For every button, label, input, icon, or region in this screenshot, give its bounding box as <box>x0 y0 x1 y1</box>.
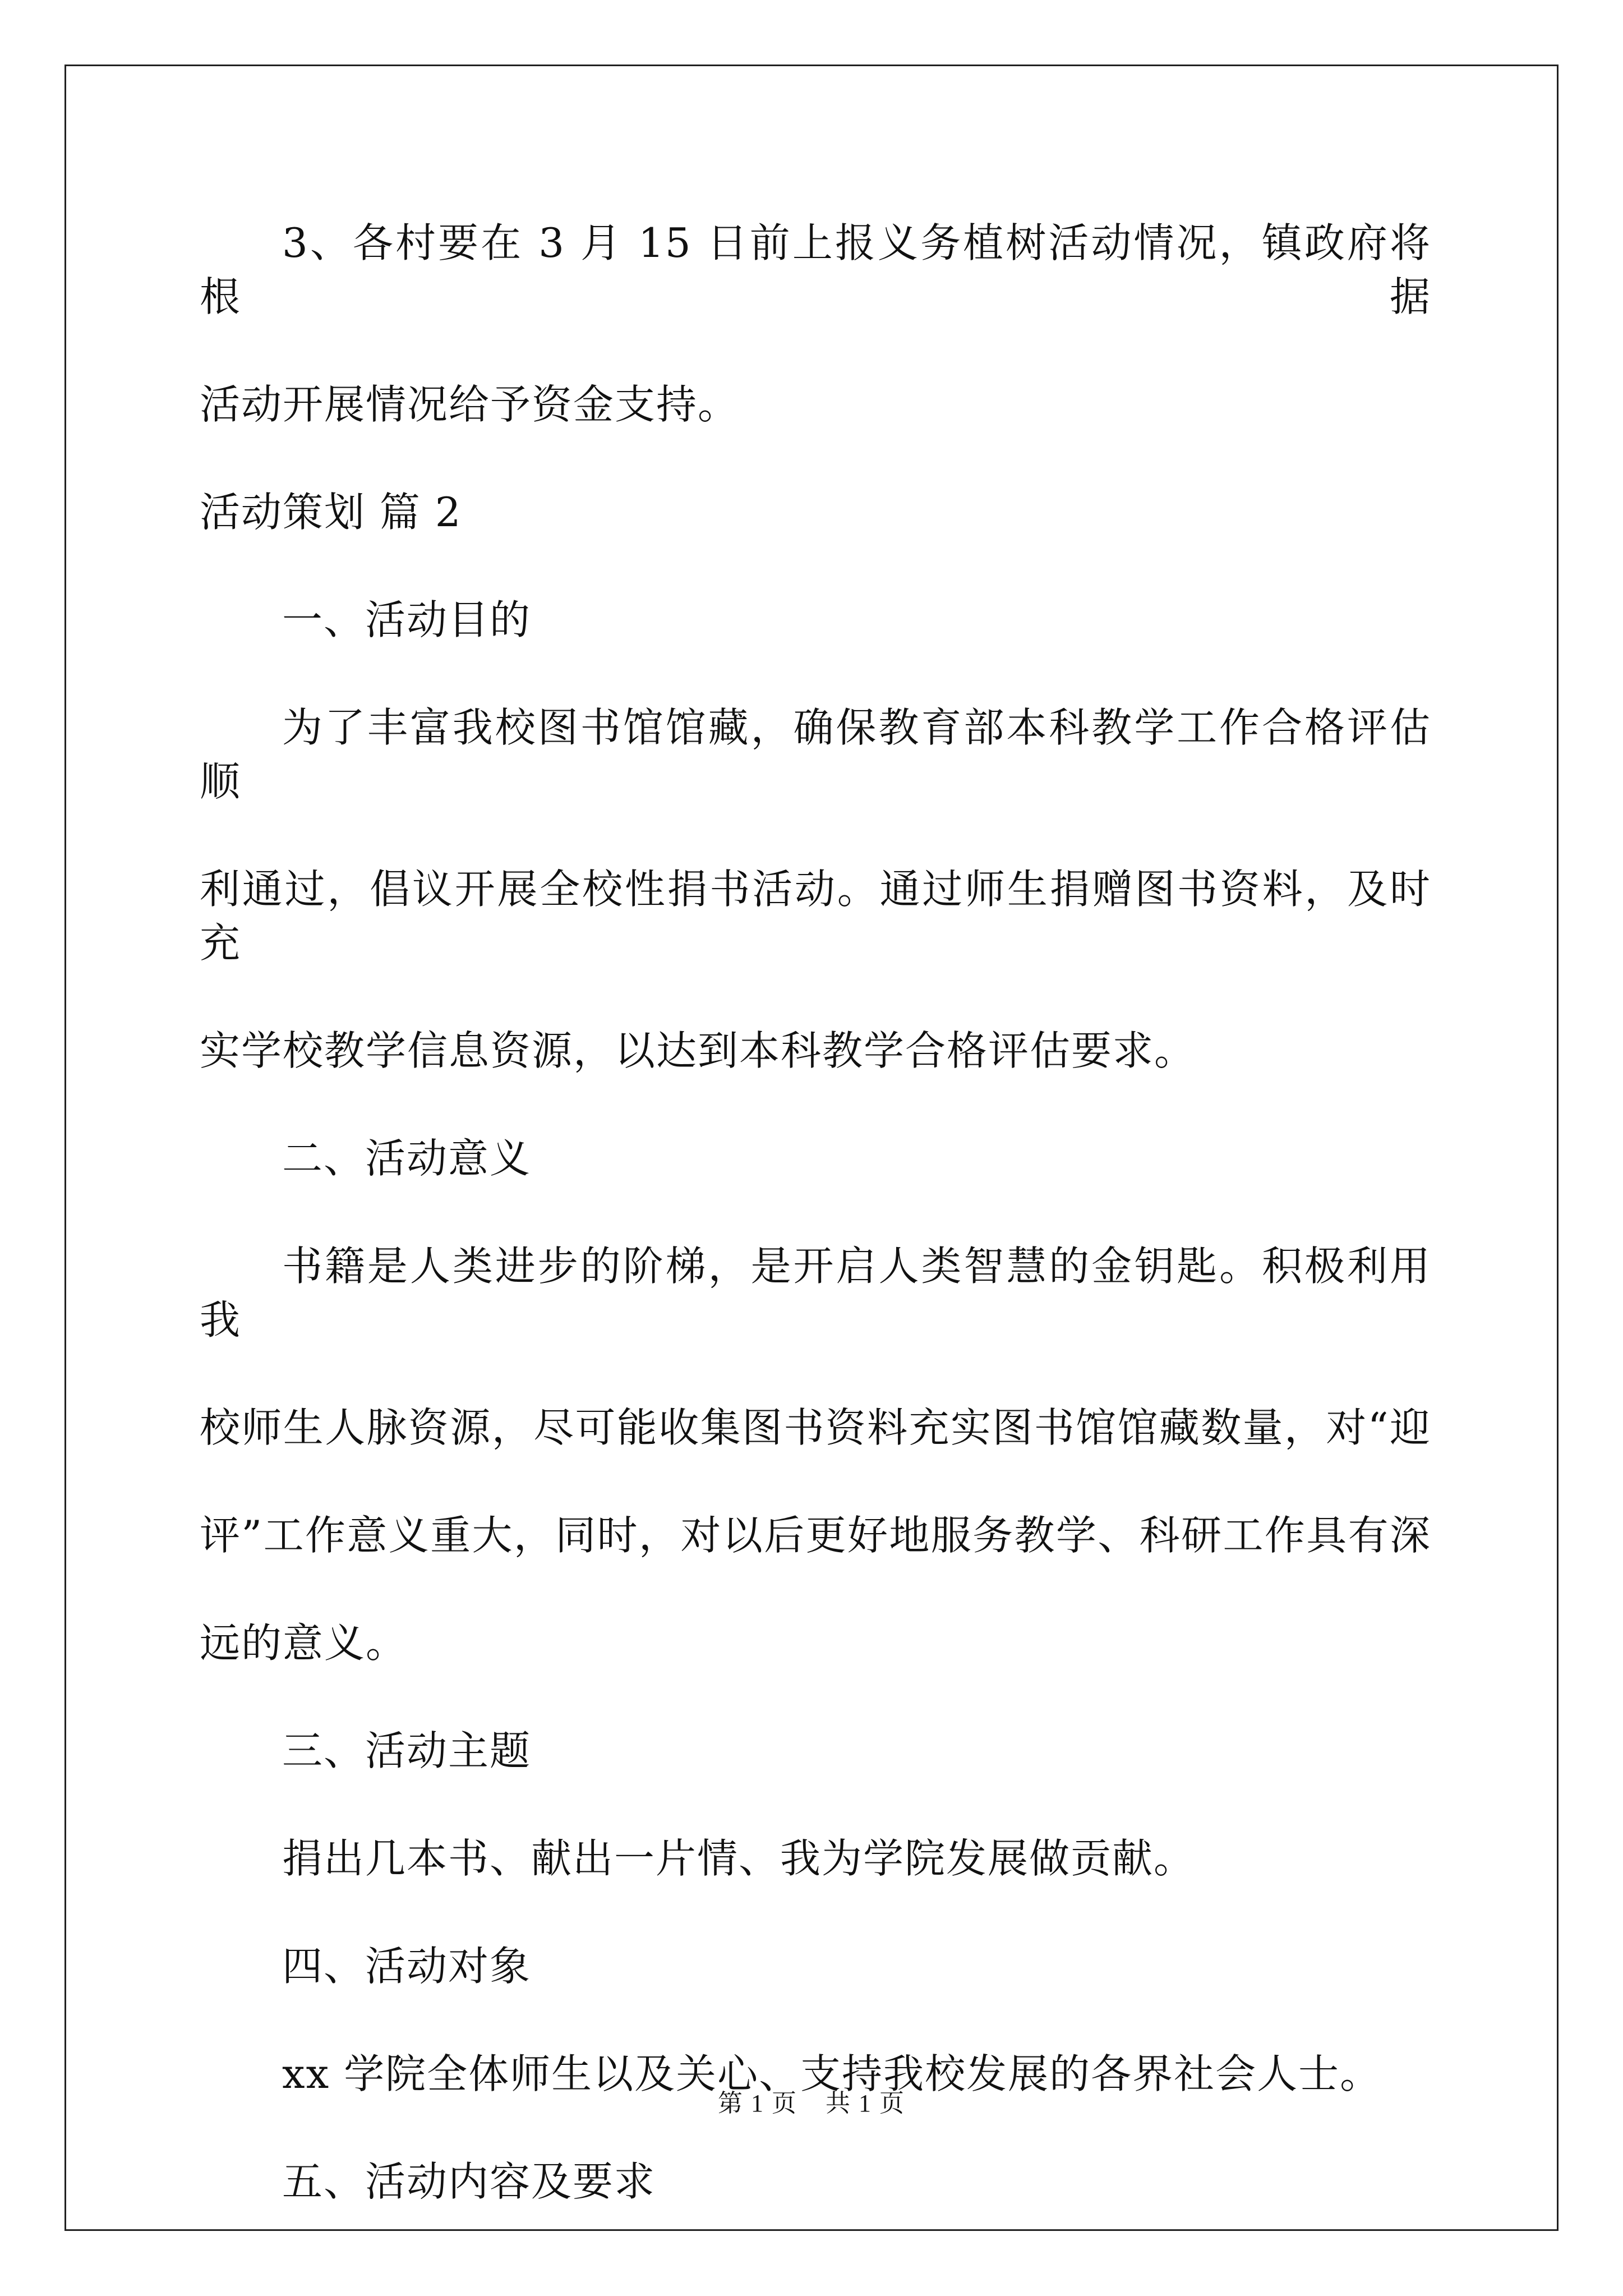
text-line: 实学校教学信息资源，以达到本科教学合格评估要求。 <box>200 1027 1196 1074</box>
page-total: 共 1 页 <box>826 2090 905 2117</box>
text-line: 活动开展情况给予资金支持。 <box>200 381 740 428</box>
text-line: 三、活动主题 <box>282 1727 532 1774</box>
paragraph-significance <box>200 1239 1431 1670</box>
text-line: 评”工作意义重大，同时，对以后更好地服务教学、科研工作具有深 <box>200 1512 1431 1559</box>
text-line: 活动策划 篇 2 <box>200 489 462 536</box>
page-number: 第 1 页 <box>718 2090 797 2117</box>
paragraph-tree-planting-report <box>200 216 1431 431</box>
text-line: 校师生人脉资源，尽可能收集图书资料充实图书馆馆藏数量，对“迎 <box>200 1404 1431 1451</box>
text-line: 四、活动对象 <box>282 1943 532 1990</box>
text-line: 书籍是人类进步的阶梯，是开启人类智慧的金钥匙。积极利用我 <box>200 1243 1431 1343</box>
text-line: xx 学院全体师生以及关心、支持我校发展的各界社会人士。 <box>282 2050 1382 2097</box>
text-line: 3、各村要在 3 月 15 日前上报义务植树活动情况，镇政府将根据 <box>200 219 1431 320</box>
text-line: 五、活动内容及要求 <box>282 2158 656 2205</box>
text-line: 为了丰富我校图书馆馆藏，确保教育部本科教学工作合格评估顺 <box>200 704 1431 805</box>
subheading-content-requirements <box>200 2155 1431 2208</box>
paragraph-purpose <box>200 701 1431 1078</box>
document-body <box>200 216 1431 2262</box>
paragraph-theme <box>200 1832 1431 1885</box>
page-footer <box>0 2088 1623 2119</box>
text-line: 捐出几本书、献出一片情、我为学院发展做贡献。 <box>282 1835 1196 1882</box>
subheading-audience <box>200 1939 1431 1993</box>
text-line: 一、活动目的 <box>282 596 532 643</box>
text-line: 二、活动意义 <box>282 1135 532 1182</box>
subheading-theme <box>200 1724 1431 1778</box>
subheading-significance <box>200 1131 1431 1185</box>
text-line: 利通过，倡议开展全校性捐书活动。通过师生捐赠图书资料，及时充 <box>200 866 1431 967</box>
text-line: 远的意义。 <box>200 1619 408 1667</box>
subheading-purpose <box>200 593 1431 647</box>
section-heading-plan-2 <box>200 485 1431 539</box>
